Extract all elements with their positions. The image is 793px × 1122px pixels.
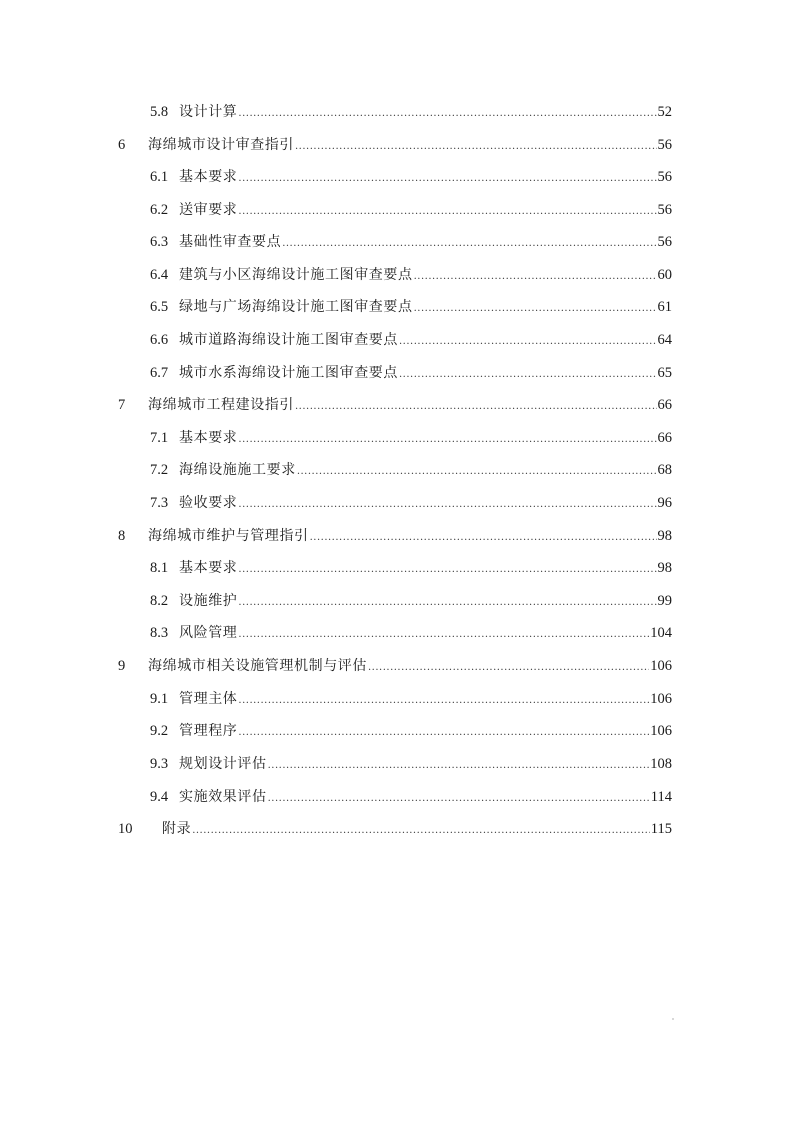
- dot-leader: [192, 820, 650, 842]
- toc-number: 9.4: [150, 789, 169, 805]
- toc-entry-10[interactable]: [118, 818, 672, 840]
- toc-title: 验收要求: [179, 495, 238, 511]
- toc-entry-8[interactable]: [118, 525, 672, 547]
- dot-leader: [238, 559, 656, 581]
- dot-leader: [268, 788, 650, 810]
- toc-number: 9: [118, 658, 126, 674]
- toc-entry-6-5[interactable]: [150, 296, 672, 318]
- toc-page-number: 96: [657, 495, 672, 511]
- toc-number: 9.3: [150, 756, 169, 772]
- toc-entry-5-8[interactable]: [150, 101, 672, 123]
- toc-entry-7-1[interactable]: [150, 427, 672, 449]
- toc-number: 8.1: [150, 560, 169, 576]
- toc-page-number: 114: [650, 789, 672, 805]
- toc-page-number: 56: [657, 137, 672, 153]
- dot-leader: [268, 755, 650, 777]
- toc-title: 海绵城市工程建设指引: [148, 397, 294, 413]
- toc-number: 6.4: [150, 267, 169, 283]
- toc-title: 海绵城市相关设施管理机制与评估: [148, 658, 367, 674]
- toc-entry-6-6[interactable]: [150, 329, 672, 351]
- toc-title: 海绵设施施工要求: [179, 462, 296, 478]
- toc-number: 6.7: [150, 365, 169, 381]
- toc-entry-9-4[interactable]: [150, 786, 672, 808]
- toc-number: 7.3: [150, 495, 169, 511]
- dot-leader: [238, 624, 649, 646]
- toc-entry-8-1[interactable]: [150, 557, 672, 579]
- toc-page-number: 106: [650, 723, 672, 739]
- dot-leader: [295, 136, 657, 158]
- toc-page-number: 106: [650, 691, 672, 707]
- toc-number: 7: [118, 397, 126, 413]
- toc-number: 6.1: [150, 169, 169, 185]
- toc-page-number: 68: [657, 462, 672, 478]
- toc-entry-7[interactable]: [118, 394, 672, 416]
- dot-leader: [238, 103, 656, 125]
- toc-entry-6[interactable]: [118, 134, 672, 156]
- toc-number: 6: [118, 137, 126, 153]
- toc-number: 10: [118, 821, 133, 837]
- dot-leader: [368, 657, 649, 679]
- toc-entry-9-3[interactable]: [150, 753, 672, 775]
- toc-page-number: 60: [657, 267, 672, 283]
- toc-number: 8: [118, 528, 126, 544]
- toc-entry-8-3[interactable]: [150, 622, 672, 644]
- dot-leader: [238, 690, 649, 712]
- toc-number: 6.5: [150, 299, 169, 315]
- toc-number: 9.2: [150, 723, 169, 739]
- toc-title: 基础性审查要点: [179, 234, 282, 250]
- toc-page-number: 66: [657, 430, 672, 446]
- dot-leader: [282, 233, 656, 255]
- toc-title: 绿地与广场海绵设计施工图审查要点: [179, 299, 413, 315]
- toc-page-number: 52: [657, 104, 672, 120]
- dot-leader: [238, 722, 649, 744]
- toc-title: 规划设计评估: [179, 756, 267, 772]
- toc-number: 8.3: [150, 625, 169, 641]
- toc-number: 8.2: [150, 593, 169, 609]
- toc-title: 基本要求: [179, 169, 238, 185]
- toc-page-number: 56: [657, 202, 672, 218]
- toc-title: 海绵城市维护与管理指引: [148, 528, 309, 544]
- dot-leader: [310, 527, 657, 549]
- toc-page-number: 106: [650, 658, 672, 674]
- toc-number: 7.1: [150, 430, 169, 446]
- dot-leader: [238, 429, 656, 451]
- toc-page-number: 56: [657, 169, 672, 185]
- dot-leader: [238, 201, 656, 223]
- toc-page-number: 56: [657, 234, 672, 250]
- dot-leader: [414, 266, 657, 288]
- toc-page-number: 98: [657, 528, 672, 544]
- dot-leader: [399, 331, 657, 353]
- toc-page-number: 104: [650, 625, 672, 641]
- dot-leader: [414, 298, 657, 320]
- toc-page-number: 99: [657, 593, 672, 609]
- toc-entry-9[interactable]: [118, 655, 672, 677]
- toc-page-number: 61: [657, 299, 672, 315]
- toc-title: 海绵城市设计审查指引: [148, 137, 294, 153]
- dot-leader: [238, 494, 656, 516]
- toc-page-number: 98: [657, 560, 672, 576]
- toc-entry-6-1[interactable]: [150, 166, 672, 188]
- toc-title: 风险管理: [179, 625, 238, 641]
- toc-title: 管理程序: [179, 723, 238, 739]
- toc-entry-6-4[interactable]: [150, 264, 672, 286]
- toc-entry-7-3[interactable]: [150, 492, 672, 514]
- dot-leader: [295, 396, 657, 418]
- toc-entry-7-2[interactable]: [150, 459, 672, 481]
- toc-number: 7.2: [150, 462, 169, 478]
- toc-title: 管理主体: [179, 691, 238, 707]
- toc-title: 设计计算: [179, 104, 238, 120]
- dot-leader: [399, 364, 657, 386]
- toc-number: 6.2: [150, 202, 169, 218]
- toc-page-number: 64: [657, 332, 672, 348]
- toc-entry-9-2[interactable]: [150, 720, 672, 742]
- toc-number: 9.1: [150, 691, 169, 707]
- toc-title: 城市水系海绵设计施工图审查要点: [179, 365, 398, 381]
- toc-title: 城市道路海绵设计施工图审查要点: [179, 332, 398, 348]
- toc-title: 实施效果评估: [179, 789, 267, 805]
- toc-entry-8-2[interactable]: [150, 590, 672, 612]
- toc-page-number: 66: [657, 397, 672, 413]
- toc-number: 6.3: [150, 234, 169, 250]
- toc-entry-9-1[interactable]: [150, 688, 672, 710]
- toc-title: 附录: [162, 821, 192, 837]
- toc-title: 送审要求: [179, 202, 238, 218]
- page-mark: [672, 1018, 674, 1020]
- toc-title: 基本要求: [179, 430, 238, 446]
- toc-page-number: 65: [657, 365, 672, 381]
- toc-page-number: 108: [650, 756, 672, 772]
- toc-title: 设施维护: [179, 593, 238, 609]
- dot-leader: [238, 168, 656, 190]
- toc-entry-6-7[interactable]: [150, 362, 672, 384]
- dot-leader: [238, 592, 656, 614]
- toc-entry-6-3[interactable]: [150, 231, 672, 253]
- toc-entry-6-2[interactable]: [150, 199, 672, 221]
- toc-number: 6.6: [150, 332, 169, 348]
- toc-page-number: 115: [650, 821, 672, 837]
- dot-leader: [297, 461, 657, 483]
- toc-title: 建筑与小区海绵设计施工图审查要点: [179, 267, 413, 283]
- toc-number: 5.8: [150, 104, 169, 120]
- toc-title: 基本要求: [179, 560, 238, 576]
